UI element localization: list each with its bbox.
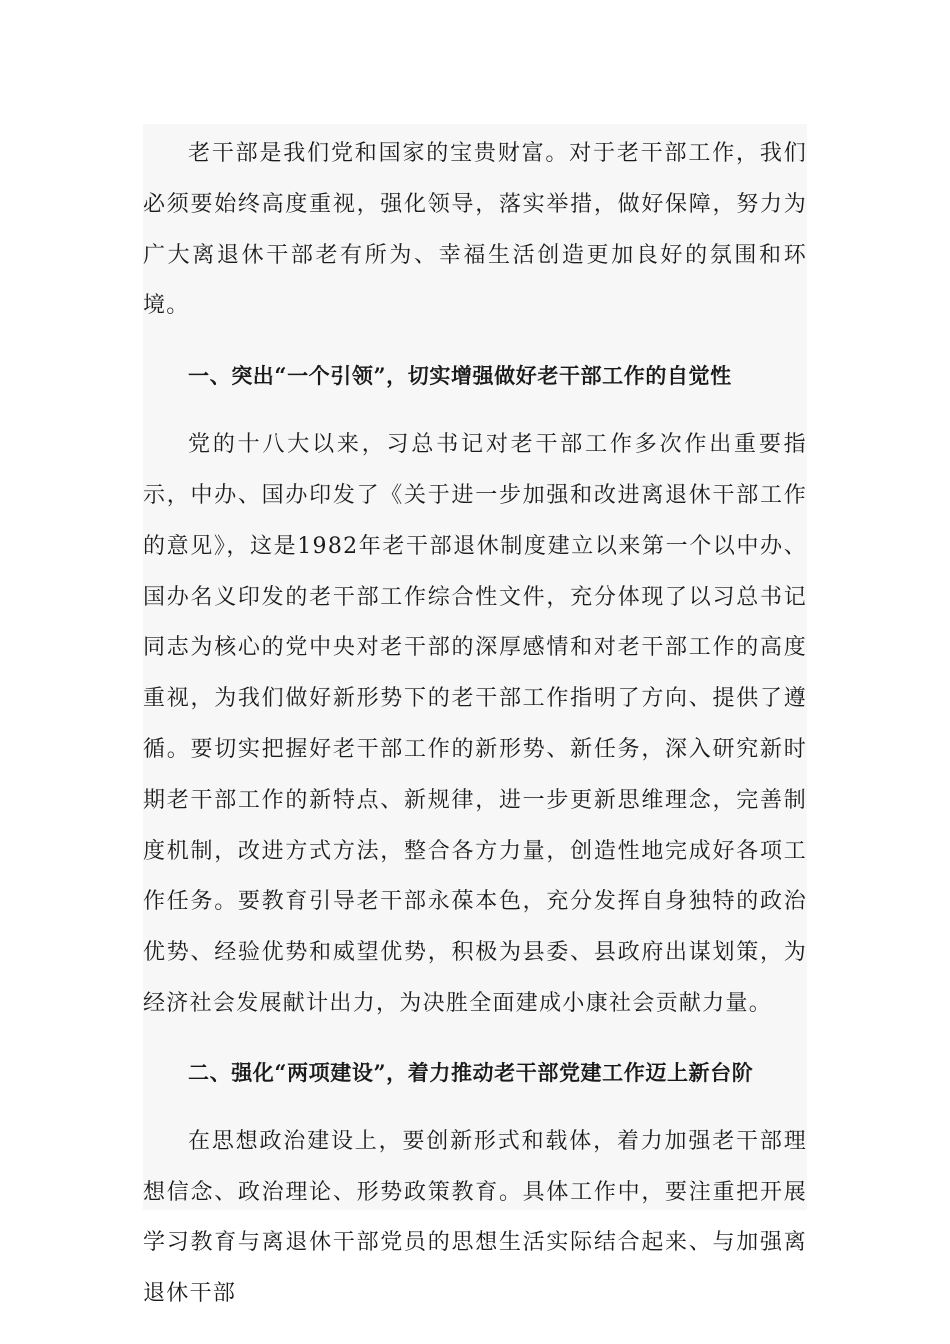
- section-2-paragraph: 在思想政治建设上，要创新形式和载体，着力加强老干部理想信念、政治理论、形势政策教育。具体工作中，要注重把开展学习教育与离退休干部党员的思想生活实际结合起来、与加强离退休干部: [143, 1128, 807, 1307]
- section-2-heading: 二、强化“两项建设”，着力推动老干部党建工作迈上新台阶: [188, 1059, 754, 1085]
- paragraph-spacer: [143, 1030, 807, 1048]
- intro-paragraph: 老干部是我们党和国家的宝贵财富。对于老干部工作，我们必须要始终高度重视，强化领导，落实举措，做好保障，努力为广大离退休干部老有所为、幸福生活创造更加良好的氛围和环境。: [143, 141, 807, 319]
- section-1-heading: 一、突出“一个引领”，切实增强做好老干部工作的自觉性: [188, 363, 732, 389]
- paragraph-spacer: [143, 401, 807, 420]
- document-text-region: [143, 124, 807, 1307]
- paragraph-spacer: [143, 1098, 807, 1117]
- section-1-paragraph: 党的十八大以来，习总书记对老干部工作多次作出重要指示，中办、国办印发了《关于进一步加强和改进离退休干部工作的意见》，这是1982年老干部退休制度建立以来第一个以中办、国办名义印发的老干部工作综合性文件，充分体现了以习总书记同志为核心的党中央对老干部的深厚感情和对老干部工作的高度重视，为我们做好新形势下的老干部工作指明了方向、提供了遵循。要切实把握好老干部工作的新形势、新任务，深入研究新时期老干部工作的新特点、新规律，进一步更新思维理念，完善制度机制，改进方式方法，整合各方力量，创造性地完成好各项工作任务。要教育引导老干部永葆本色，充分发挥自身独特的政治优势、经验优势和威望优势，积极为县委、县政府出谋划策，为经济社会发展献计出力，为决胜全面建成小康社会贡献力量。: [143, 432, 807, 1016]
- paragraph-spacer: [143, 332, 807, 351]
- document-body: [143, 129, 807, 1320]
